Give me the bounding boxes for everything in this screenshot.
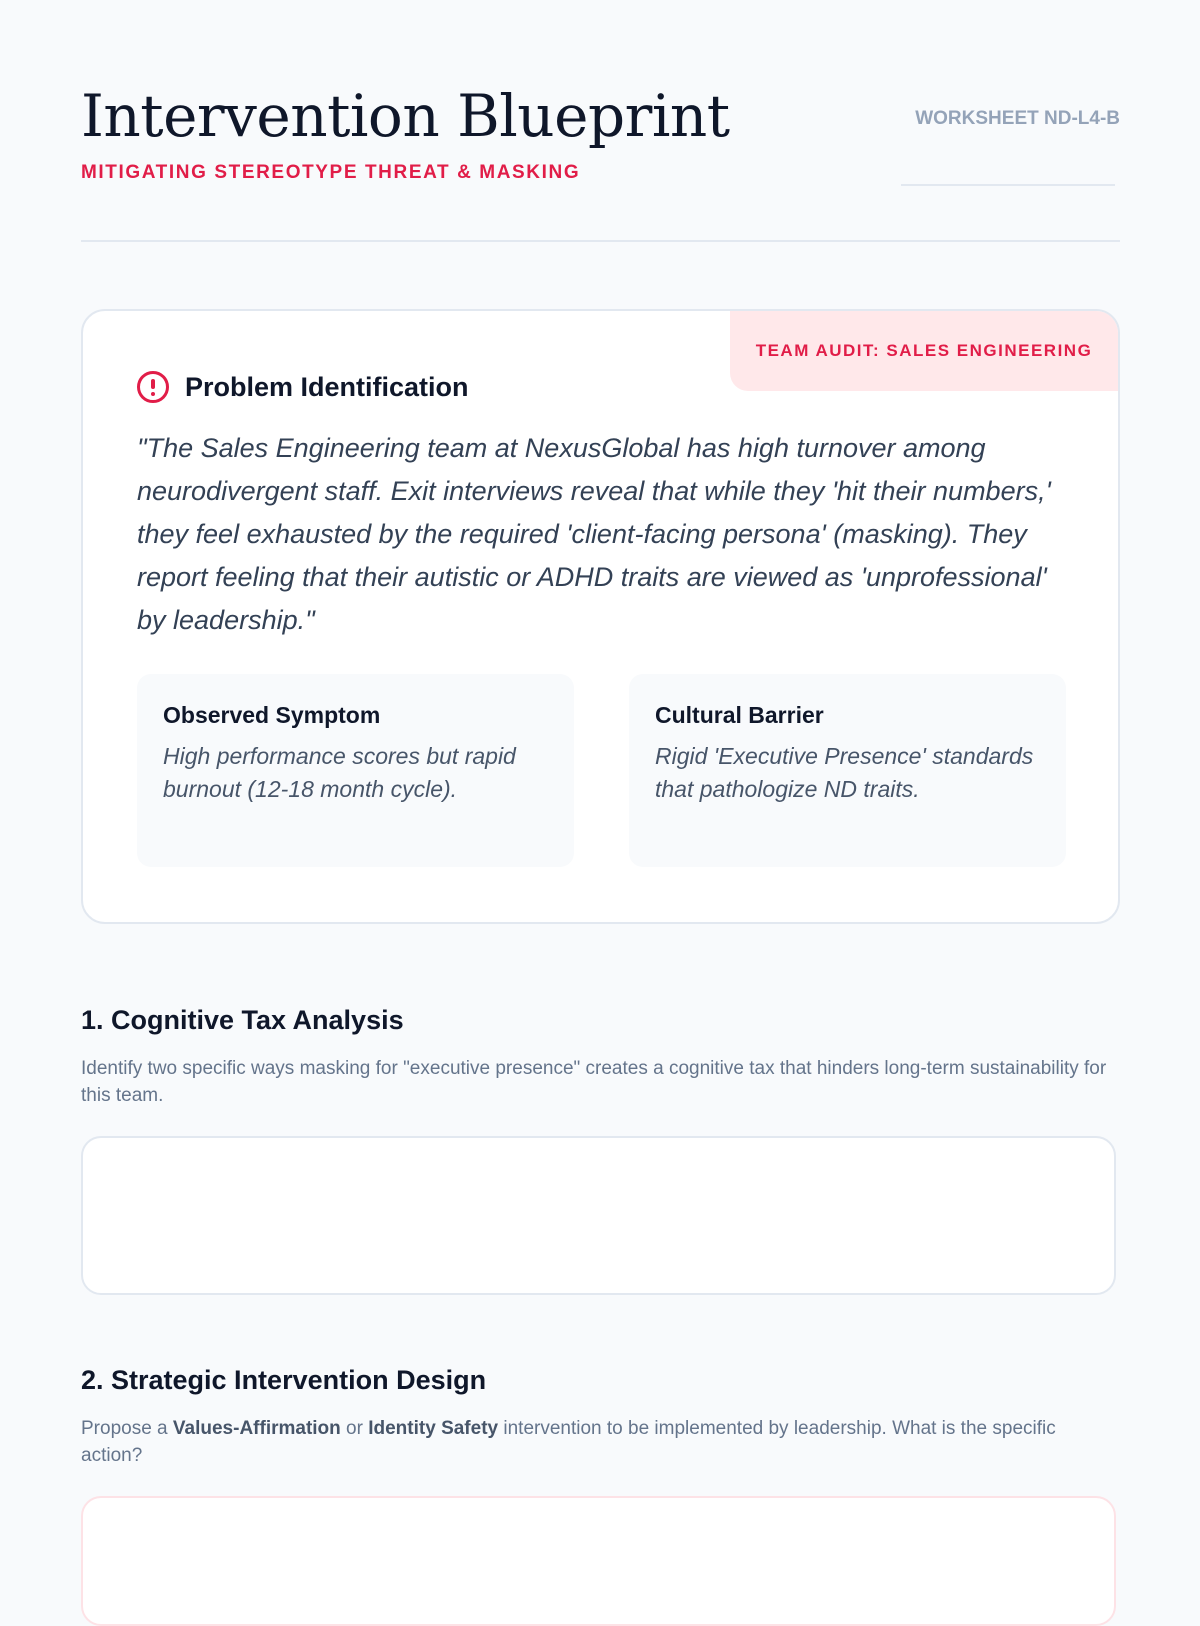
section-2-desc-pre: Propose a xyxy=(81,1418,173,1439)
page-title: Intervention Blueprint xyxy=(81,82,730,150)
section-1-description: Identify two specific ways masking for "executive presence" creates a cognitive tax that hinders long-term sustainability for this team. xyxy=(81,1058,1107,1106)
intervention-design-answer-field[interactable] xyxy=(81,1496,1116,1626)
cultural-barrier-title: Cultural Barrier xyxy=(655,702,824,728)
header-divider xyxy=(81,240,1120,242)
cognitive-tax-answer-field[interactable] xyxy=(81,1136,1116,1295)
section-2-description xyxy=(81,1415,1111,1469)
section-2-desc-mid: or xyxy=(340,1418,369,1439)
problem-quote: "The Sales Engineering team at NexusGlobal has high turnover among neurodivergent staff. Exit interviews reveal that while they 'hit their numbers,' they feel exhausted by the required 'client-facing persona' (masking). They report feeling that their autistic or ADHD traits are viewed as 'unprofessional' by leadership." xyxy=(137,433,1051,635)
problem-card xyxy=(81,309,1120,924)
observed-symptom-text: High performance scores but rapid burnout (12-18 month cycle). xyxy=(163,743,516,802)
cultural-barrier-box xyxy=(629,674,1066,867)
values-affirmation-term: Values-Affirmation xyxy=(172,1418,341,1439)
worksheet-page xyxy=(81,0,1120,1466)
problem-heading xyxy=(137,369,469,405)
section-2-title: 2. Strategic Intervention Design xyxy=(81,1365,487,1395)
section-1-title: 1. Cognitive Tax Analysis xyxy=(81,1005,404,1035)
section-2-desc-post: intervention to be implemented by leadership. What is the specific action? xyxy=(81,1418,1056,1466)
team-audit-tag: TEAM AUDIT: SALES ENGINEERING xyxy=(730,311,1118,391)
page-subtitle: MITIGATING STEREOTYPE THREAT & MASKING xyxy=(81,162,581,183)
observed-symptom-box xyxy=(137,674,574,867)
worksheet-id: WORKSHEET ND-L4-B xyxy=(915,108,1120,129)
cultural-barrier-text: Rigid 'Executive Presence' standards that pathologize ND traits. xyxy=(655,743,1034,802)
worksheet-header xyxy=(81,0,1120,242)
identity-safety-term: Identity Safety xyxy=(368,1418,499,1439)
observed-symptom-title: Observed Symptom xyxy=(163,702,381,728)
problem-title: Problem Identification xyxy=(185,371,469,402)
alert-circle-icon xyxy=(137,371,169,403)
worksheet-id-underline xyxy=(901,184,1115,186)
